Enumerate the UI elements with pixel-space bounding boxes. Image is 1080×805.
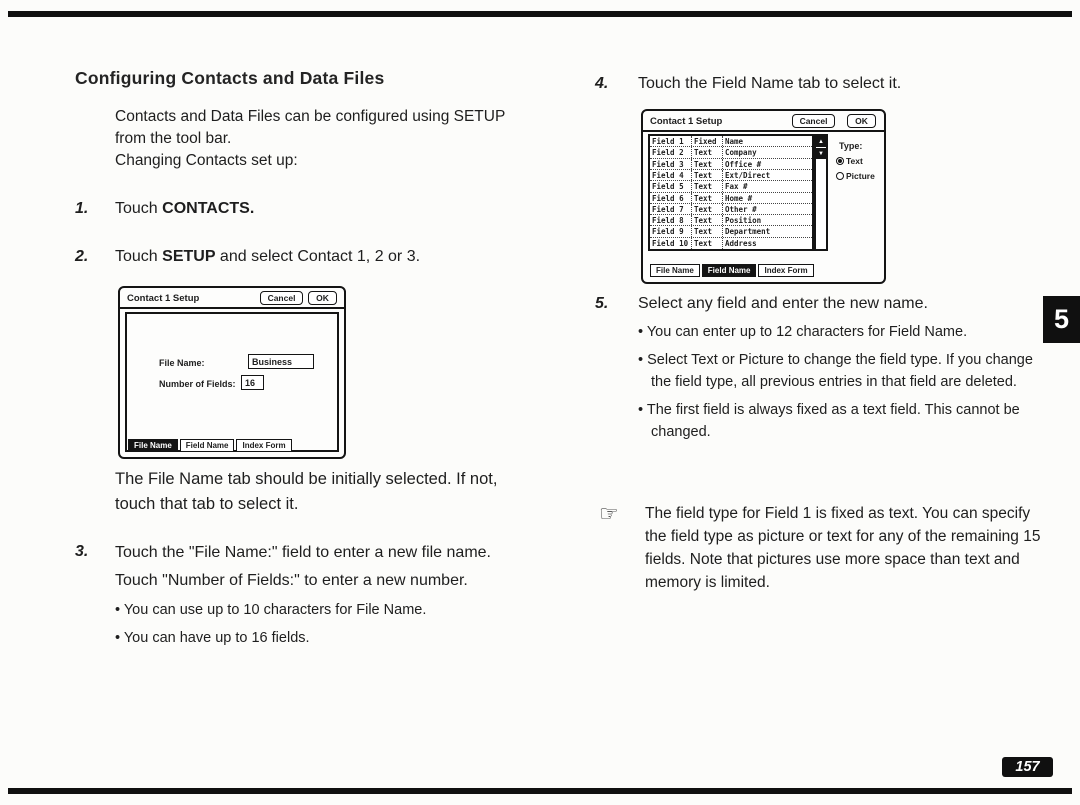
section-heading: Configuring Contacts and Data Files	[75, 68, 385, 88]
step-2-text	[115, 245, 505, 269]
tab-file-name: File Name	[128, 439, 178, 452]
step-1-number: 1.	[75, 200, 89, 217]
field-type: Text	[692, 170, 723, 180]
step-5-number: 5.	[595, 295, 609, 312]
step-1	[75, 197, 505, 221]
contact-setup-dialog-field-name	[641, 109, 886, 284]
radio-label-picture: Picture	[846, 171, 875, 181]
step-3-bullets	[115, 599, 515, 650]
field-type: Text	[692, 226, 723, 236]
scroll-down-icon: ▼	[816, 148, 826, 159]
chapter-tab: 5	[1043, 296, 1080, 343]
intro-paragraph	[115, 106, 505, 172]
top-rule	[8, 11, 1072, 17]
table-row	[650, 204, 812, 215]
field-type: Text	[692, 204, 723, 214]
tab-file-name: File Name	[650, 264, 700, 277]
side-note	[599, 502, 1049, 594]
field-label: Field 4	[650, 170, 692, 180]
step-2-pre: Touch	[115, 248, 163, 265]
field-label: Field 2	[650, 147, 692, 157]
title-divider	[643, 130, 884, 132]
table-row	[650, 147, 812, 158]
bullet-item: • You can use up to 10 characters for File Name.	[115, 599, 515, 622]
dialog-title: Contact 1 Setup	[127, 293, 200, 304]
number-of-fields-label: Number of Fields:	[159, 379, 236, 389]
file-name-field: Business	[248, 354, 314, 369]
field-type: Text	[692, 238, 723, 249]
field-name: Other #	[725, 204, 757, 214]
tab-field-name: Field Name	[180, 439, 235, 452]
cancel-button: Cancel	[260, 291, 303, 305]
table-row	[650, 193, 812, 204]
step-3-number: 3.	[75, 543, 89, 560]
bullet-item: • Select Text or Picture to change the field type. If you change the field type, all previous entries in that field are deleted.	[638, 349, 1055, 394]
cancel-button: Cancel	[792, 114, 835, 128]
table-row	[650, 159, 812, 170]
tab-field-name: Field Name	[702, 264, 757, 277]
type-label: Type:	[839, 141, 863, 151]
step-4-text: Touch the Field Name tab to select it.	[638, 75, 902, 92]
dialog-title: Contact 1 Setup	[650, 116, 723, 127]
field-type: Fixed	[692, 136, 723, 146]
table-row	[650, 181, 812, 192]
field-name: Name	[725, 137, 744, 146]
field-label: Field 5	[650, 181, 692, 191]
field-label: Field 9	[650, 226, 692, 236]
scroll-up-icon: ▲	[816, 136, 826, 147]
note-text: The field type for Field 1 is fixed as text. You can specify the field type as picture or text for any of the remaining 15 fields. Note that pictures use more space than text and memory is limited.	[645, 505, 1041, 591]
field-label: Field 6	[650, 193, 692, 203]
bullet-item: • You can enter up to 12 characters for Field Name.	[638, 321, 1055, 344]
table-row	[650, 226, 812, 237]
field-type: Text	[692, 193, 723, 203]
field-label: Field 7	[650, 204, 692, 214]
step-5-line: Select any field and enter the new name.	[638, 295, 928, 312]
field-label: Field 10	[650, 238, 692, 249]
step-1-text	[115, 197, 505, 221]
tab-index-form: Index Form	[758, 264, 813, 277]
field-name: Company	[725, 148, 757, 158]
table-row	[650, 215, 812, 226]
field-type: Text	[692, 215, 723, 225]
field-name: Ext/Direct	[725, 170, 771, 180]
field-name: Department	[725, 227, 771, 237]
field-name: Office #	[725, 159, 762, 169]
dialog-tab-row	[128, 439, 294, 452]
step-3	[75, 540, 515, 655]
ok-button: OK	[847, 114, 876, 128]
intro-line-2: Changing Contacts set up:	[115, 152, 298, 169]
field-label: Field 3	[650, 159, 692, 169]
bullet-item: • You can have up to 16 fields.	[115, 627, 515, 650]
table-row	[650, 170, 812, 181]
type-option-picture	[836, 171, 875, 181]
step-2-bold: SETUP	[162, 248, 216, 265]
dialog-tab-row	[650, 264, 816, 277]
field-type: Text	[692, 159, 723, 169]
page-number: 157	[1002, 757, 1053, 777]
number-of-fields-field: 16	[241, 375, 264, 390]
radio-unselected-icon	[836, 172, 844, 180]
field-table	[648, 134, 814, 251]
field-type: Text	[692, 147, 723, 157]
step-2	[75, 245, 505, 269]
file-name-label: File Name:	[159, 358, 205, 368]
file-name-tab-note: The File Name tab should be initially selected. If not, touch that tab to select it.	[115, 470, 498, 513]
table-row	[650, 136, 812, 147]
step-3-text	[115, 540, 515, 655]
table-row	[650, 238, 812, 249]
table-scrollbar	[814, 134, 828, 251]
step-4-number: 4.	[595, 75, 609, 92]
bottom-rule	[8, 788, 1072, 794]
step-2-number: 2.	[75, 248, 89, 265]
step-3-line-2: Touch "Number of Fields:" to enter a new number.	[115, 572, 468, 589]
radio-selected-icon	[836, 157, 844, 165]
bullet-item: • The first field is always fixed as a text field. This cannot be changed.	[638, 399, 1055, 444]
field-label: Field 8	[650, 215, 692, 225]
field-name: Home #	[725, 193, 753, 203]
field-name: Position	[725, 216, 762, 226]
contact-setup-dialog-file-name	[118, 286, 346, 459]
step-2-post: and select Contact 1, 2 or 3.	[215, 248, 421, 265]
field-type: Text	[692, 181, 723, 191]
type-option-text	[836, 156, 863, 166]
title-divider	[120, 307, 344, 309]
pointing-hand-icon: ☞	[599, 501, 619, 526]
intro-line-1: Contacts and Data Files can be configured using SETUP from the tool bar.	[115, 108, 506, 147]
ok-button: OK	[308, 291, 337, 305]
step-5-bullets	[638, 321, 1055, 444]
step-1-pre: Touch	[115, 200, 163, 217]
field-name: Fax #	[725, 182, 748, 192]
tab-index-form: Index Form	[236, 439, 291, 452]
field-label: Field 1	[650, 136, 692, 146]
radio-label-text: Text	[846, 156, 863, 166]
step-5-text	[638, 292, 1055, 449]
step-3-line-1: Touch the "File Name:" field to enter a new file name.	[115, 544, 491, 561]
step-5	[595, 292, 1055, 449]
step-4	[595, 72, 1045, 96]
step-1-bold: CONTACTS.	[162, 200, 255, 217]
field-name: Address	[725, 238, 757, 248]
